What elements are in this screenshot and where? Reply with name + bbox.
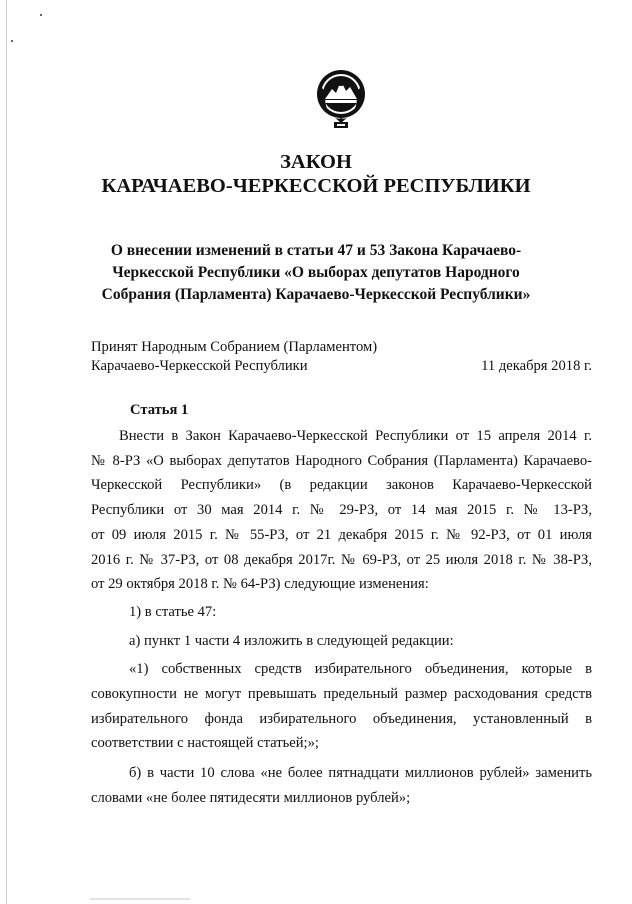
article-text-line: Республики от 30 мая 2014 г. № 29-РЗ, от 14 мая 2015 г. № 13-РЗ, [91, 502, 592, 518]
article-item: 1) в статье 47: [129, 604, 217, 620]
article-text-line: от 29 октября 2018 г. № 64-РЗ) следующие изменения: [91, 576, 429, 592]
quoted-text-line: избирательного фонда избирательного объединения, установленный в [91, 711, 592, 727]
article-text-line: 2016 г. № 37-РЗ, от 08 декабря 2017г. № 69-РЗ, от 25 июля 2018 г. № 38-РЗ, [91, 552, 592, 568]
document-title-republic: КАРАЧАЕВО-ЧЕРКЕССКОЙ РЕСПУБЛИКИ [101, 175, 531, 197]
document-subtitle-line: Собрания (Парламента) Карачаево-Черкесской Республики» [101, 286, 531, 303]
scan-speck [40, 14, 42, 16]
quoted-text-line: «1) собственных средств избирательного объединения, которые в [129, 661, 592, 677]
adoption-line: Принят Народным Собранием (Парламентом) [91, 339, 378, 355]
scan-edge-line [6, 0, 7, 904]
adoption-line: Карачаево-Черкесской Республики [91, 358, 308, 374]
article-item: а) пункт 1 части 4 изложить в следующей редакции: [129, 633, 454, 649]
document-title: ЗАКОН [280, 151, 352, 173]
article-text-line: словами «не более пятидесяти миллионов рублей»; [91, 790, 411, 806]
article-text-line: № 8-РЗ «О выборах депутатов Народного Собрания (Парламента) Карачаево- [91, 453, 592, 469]
article-text-line: Черкесской Республики» (в редакции законов Карачаево-Черкесской [91, 477, 592, 493]
scan-speck [11, 40, 13, 42]
quoted-text-line: соответствии с настоящей статьей;»; [91, 735, 319, 751]
article-heading: Статья 1 [130, 402, 189, 418]
coat-of-arms-emblem-icon [312, 67, 370, 131]
quoted-text-line: совокупности не могут превышать предельный размер расходования средств [91, 686, 592, 702]
document-subtitle-line: Черкесской Республики «О выборах депутатов Народного [112, 264, 520, 281]
scan-bottom-mark [90, 898, 190, 900]
adoption-date: 11 декабря 2018 г. [481, 358, 592, 374]
article-item: б) в части 10 слова «не более пятнадцати миллионов рублей» заменить [129, 765, 592, 781]
article-text-line: Внести в Закон Карачаево-Черкесской Республики от 15 апреля 2014 г. [119, 428, 592, 444]
document-subtitle-line: О внесении изменений в статьи 47 и 53 Закона Карачаево- [110, 242, 522, 259]
article-text-line: от 09 июля 2015 г. № 55-РЗ, от 21 декабря 2015 г. № 92-РЗ, от 01 июля [91, 527, 592, 543]
